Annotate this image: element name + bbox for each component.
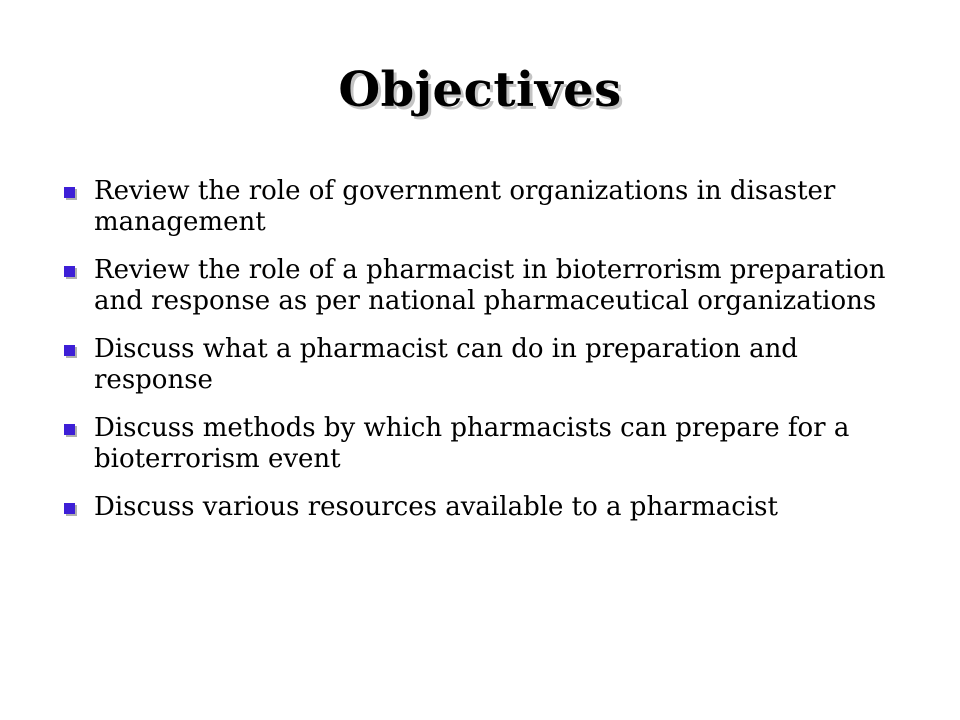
bullet-item [62,255,922,317]
square-bullet-icon [64,503,75,514]
square-bullet-icon [64,424,75,435]
bullet-text: Review the role of a pharmacist in bioterrorism preparation and response as per national pharmaceutical organizations [94,255,886,316]
bullet-item [62,176,922,238]
bullet-text: Discuss various resources available to a pharmacist [94,492,778,522]
square-bullet-icon [64,187,75,198]
bullet-item [62,413,922,475]
bullet-text: Discuss what a pharmacist can do in preparation and response [94,334,798,395]
square-bullet-icon [64,266,75,277]
bullet-text: Discuss methods by which pharmacists can prepare for a bioterrorism event [94,413,850,474]
bullet-list [62,176,922,540]
square-bullet-icon [64,345,75,356]
bullet-item [62,334,922,396]
bullet-item [62,492,922,523]
slide-title: Objectives [338,62,622,118]
bullet-text: Review the role of government organizations in disaster management [94,176,836,237]
